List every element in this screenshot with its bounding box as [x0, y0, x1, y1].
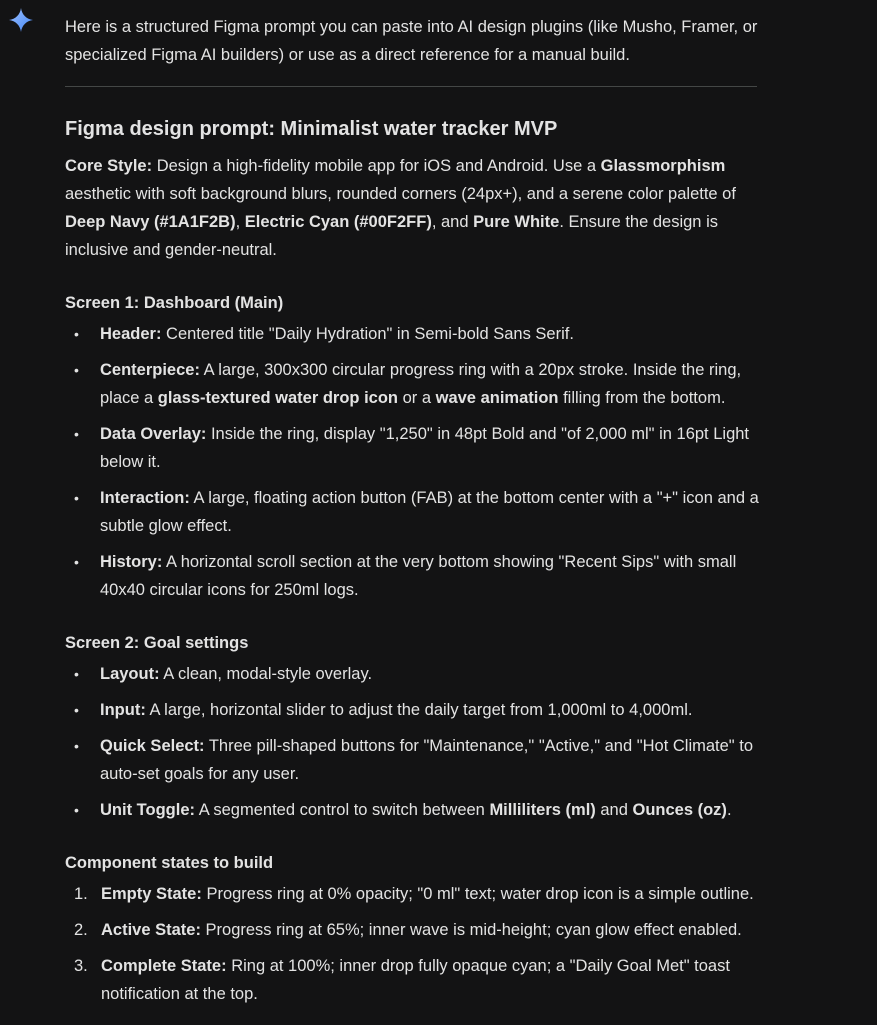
component-states-heading: Component states to build [65, 854, 274, 872]
screen1-heading: Screen 1: Dashboard (Main) [65, 294, 284, 312]
screen2-list [65, 660, 765, 824]
list-item: • Centerpiece: A large, 300x300 circular progress ring with a 20px stroke. Inside the ring, place a glass-textured water drop icon or a wave animation filling from the bottom. [74, 361, 742, 407]
list-item: • Header: Centered title "Daily Hydration" in Semi-bold Sans Serif. [74, 325, 574, 343]
core-style-label: Core Style: [65, 157, 153, 175]
component-states-list [65, 880, 765, 1008]
list-item: • Unit Toggle: A segmented control to switch between Milliliters (ml) and Ounces (oz). [74, 801, 732, 819]
list-item: 3. Complete State: Ring at 100%; inner drop fully opaque cyan; a "Daily Goal Met" toast notification at the top. [74, 957, 730, 1003]
screen1-list [65, 320, 765, 604]
response-title: Figma design prompt: Minimalist water tracker MVP [65, 118, 558, 140]
list-item: • Interaction: A large, floating action button (FAB) at the bottom center with a "+" icon and a subtle glow effect. [74, 489, 759, 535]
screen2-heading: Screen 2: Goal settings [65, 634, 249, 652]
gemini-spark-icon [8, 7, 34, 33]
list-item: • Layout: A clean, modal-style overlay. [74, 665, 373, 683]
response-content [65, 0, 765, 1016]
list-item: • Input: A large, horizontal slider to adjust the daily target from 1,000ml to 4,000ml. [74, 701, 693, 719]
list-item: • History: A horizontal scroll section at the very bottom showing "Recent Sips" with small 40x40 circular icons for 250ml logs. [74, 553, 737, 599]
intro-paragraph: Here is a structured Figma prompt you can paste into AI design plugins (like Musho, Framer, or specialized Figma AI builders) or use as a direct reference for a manual build. [65, 18, 758, 64]
list-item: 1. Empty State: Progress ring at 0% opacity; "0 ml" text; water drop icon is a simple outline. [74, 885, 754, 903]
core-style-paragraph: Core Style: Design a high-fidelity mobile app for iOS and Android. Use a Glassmorphism aesthetic with soft background blurs, rounded corners (24px+), and a serene color palette of Deep Navy (#1A1F2B), Electric Cyan (#00F2FF), and Pure White. Ensure the design is inclusive and gender-neutral. [65, 157, 736, 259]
list-item: • Data Overlay: Inside the ring, display "1,250" in 48pt Bold and "of 2,000 ml" in 16pt Light below it. [74, 425, 750, 471]
divider [65, 86, 757, 87]
list-item: • Quick Select: Three pill-shaped buttons for "Maintenance," "Active," and "Hot Climate" to auto-set goals for any user. [74, 737, 753, 783]
list-item: 2. Active State: Progress ring at 65%; inner wave is mid-height; cyan glow effect enabled. [74, 921, 742, 939]
